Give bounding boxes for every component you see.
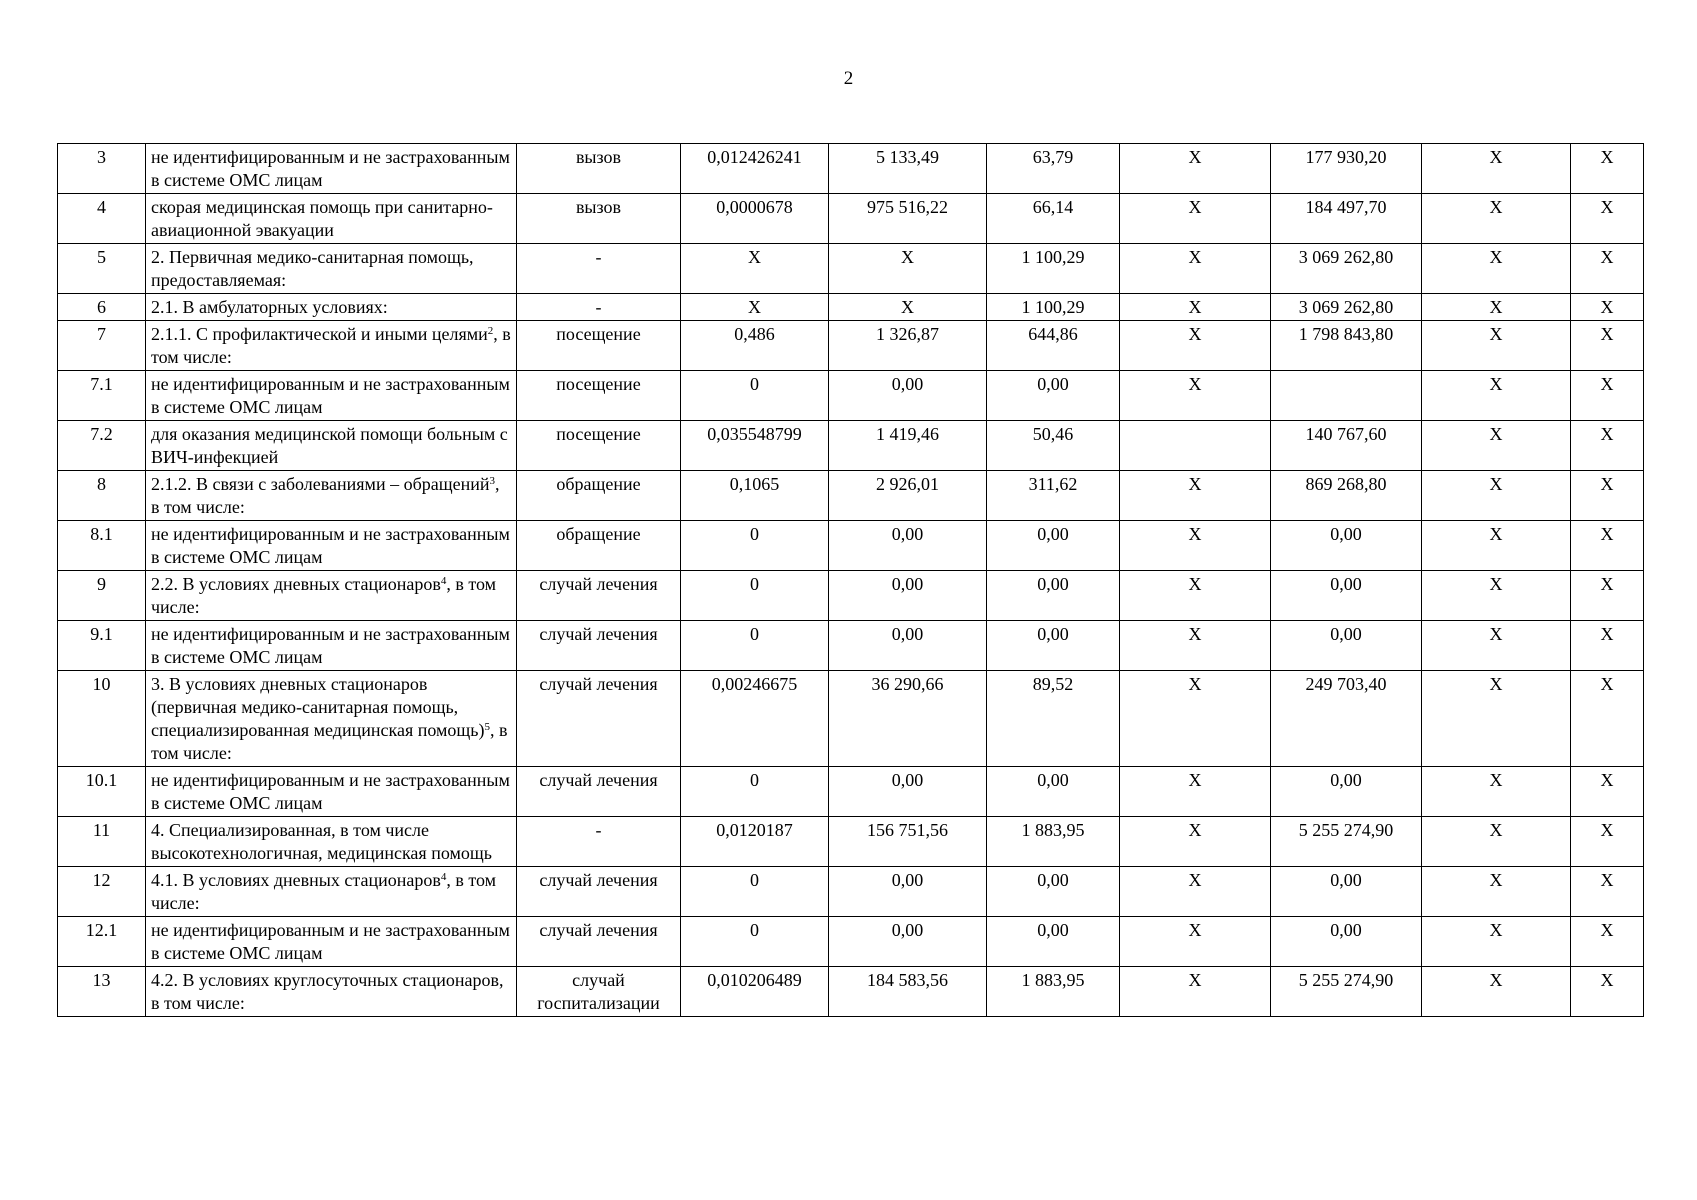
total-oms-cell: Х xyxy=(1422,194,1571,244)
unit-cell: обращение xyxy=(517,521,681,571)
unit-cell: случай лечения xyxy=(517,767,681,817)
description-cell xyxy=(146,194,517,244)
total-oms-cell: Х xyxy=(1422,671,1571,767)
table-row xyxy=(58,621,1644,671)
per-capita-oms-cell: Х xyxy=(1120,817,1271,867)
per-capita-oms-cell: Х xyxy=(1120,294,1271,321)
per-capita-oms-cell: Х xyxy=(1120,767,1271,817)
per-capita-oms-cell: Х xyxy=(1120,371,1271,421)
table-row xyxy=(58,521,1644,571)
table-row xyxy=(58,471,1644,521)
volume-norm-cell: 0,010206489 xyxy=(681,967,829,1017)
description-text: 2. Первичная медико-санитарная помощь, предоставляемая: xyxy=(151,247,474,290)
total-budget-cell: 0,00 xyxy=(1271,621,1422,671)
unit-cell: - xyxy=(517,244,681,294)
percent-cell: Х xyxy=(1571,244,1644,294)
percent-cell: Х xyxy=(1571,967,1644,1017)
cost-norm-cell: Х xyxy=(829,294,987,321)
table-row xyxy=(58,144,1644,194)
description-text: 4. Специализированная, в том числе высокотехнологичная, медицинская помощь xyxy=(151,820,492,863)
table-row xyxy=(58,817,1644,867)
row-number-cell: 8 xyxy=(58,471,146,521)
description-cell xyxy=(146,371,517,421)
total-budget-cell: 3 069 262,80 xyxy=(1271,244,1422,294)
percent-cell: Х xyxy=(1571,521,1644,571)
total-oms-cell: Х xyxy=(1422,917,1571,967)
per-capita-oms-cell xyxy=(1120,421,1271,471)
cost-norm-cell: 0,00 xyxy=(829,521,987,571)
per-capita-budget-cell: 1 100,29 xyxy=(987,294,1120,321)
cost-norm-cell: 36 290,66 xyxy=(829,671,987,767)
cost-norm-cell: 1 419,46 xyxy=(829,421,987,471)
unit-cell: случай лечения xyxy=(517,571,681,621)
per-capita-budget-cell: 89,52 xyxy=(987,671,1120,767)
unit-cell: вызов xyxy=(517,194,681,244)
description-text: 2.1. В амбулаторных условиях: xyxy=(151,297,388,317)
table-row xyxy=(58,244,1644,294)
total-budget-cell: 0,00 xyxy=(1271,521,1422,571)
row-number-cell: 11 xyxy=(58,817,146,867)
table-row xyxy=(58,867,1644,917)
unit-cell: случай лечения xyxy=(517,621,681,671)
description-text: не идентифицированным и не застрахованным в системе ОМС лицам xyxy=(151,920,510,963)
description-cell xyxy=(146,471,517,521)
per-capita-oms-cell: Х xyxy=(1120,144,1271,194)
footnote-marker: 2 xyxy=(487,325,494,337)
description-text: 2.1.1. С профилактической и иными целями xyxy=(151,324,488,344)
percent-cell: Х xyxy=(1571,471,1644,521)
volume-norm-cell: 0,1065 xyxy=(681,471,829,521)
description-suffix: , в том числе: xyxy=(151,474,500,517)
cost-norm-cell: Х xyxy=(829,244,987,294)
row-number-cell: 10.1 xyxy=(58,767,146,817)
unit-cell: посещение xyxy=(517,421,681,471)
unit-cell: случай лечения xyxy=(517,671,681,767)
row-number-cell: 5 xyxy=(58,244,146,294)
total-budget-cell: 184 497,70 xyxy=(1271,194,1422,244)
row-number-cell: 10 xyxy=(58,671,146,767)
volume-norm-cell: 0 xyxy=(681,521,829,571)
row-number-cell: 12 xyxy=(58,867,146,917)
per-capita-oms-cell: Х xyxy=(1120,867,1271,917)
table-row xyxy=(58,967,1644,1017)
per-capita-budget-cell: 311,62 xyxy=(987,471,1120,521)
description-text: не идентифицированным и не застрахованным в системе ОМС лицам xyxy=(151,147,510,190)
total-oms-cell: Х xyxy=(1422,867,1571,917)
footnote-marker: 4 xyxy=(440,871,447,883)
table-row xyxy=(58,671,1644,767)
unit-cell: посещение xyxy=(517,371,681,421)
unit-cell: случай лечения xyxy=(517,917,681,967)
percent-cell: Х xyxy=(1571,621,1644,671)
cost-norm-cell: 1 326,87 xyxy=(829,321,987,371)
per-capita-budget-cell: 1 883,95 xyxy=(987,817,1120,867)
total-oms-cell: Х xyxy=(1422,421,1571,471)
total-budget-cell: 0,00 xyxy=(1271,917,1422,967)
total-budget-cell: 249 703,40 xyxy=(1271,671,1422,767)
cost-norm-cell: 0,00 xyxy=(829,621,987,671)
volume-norm-cell: 0,012426241 xyxy=(681,144,829,194)
total-oms-cell: Х xyxy=(1422,621,1571,671)
total-budget-cell: 5 255 274,90 xyxy=(1271,967,1422,1017)
row-number-cell: 4 xyxy=(58,194,146,244)
per-capita-oms-cell: Х xyxy=(1120,471,1271,521)
description-cell xyxy=(146,421,517,471)
row-number-cell: 7.2 xyxy=(58,421,146,471)
per-capita-oms-cell: Х xyxy=(1120,671,1271,767)
per-capita-budget-cell: 1 883,95 xyxy=(987,967,1120,1017)
total-oms-cell: Х xyxy=(1422,321,1571,371)
volume-norm-cell: 0,00246675 xyxy=(681,671,829,767)
per-capita-budget-cell: 50,46 xyxy=(987,421,1120,471)
total-oms-cell: Х xyxy=(1422,244,1571,294)
total-oms-cell: Х xyxy=(1422,571,1571,621)
cost-norm-cell: 0,00 xyxy=(829,371,987,421)
description-text: 4.2. В условиях круглосуточных стационаров, в том числе: xyxy=(151,970,504,1013)
unit-cell: - xyxy=(517,294,681,321)
description-cell xyxy=(146,294,517,321)
row-number-cell: 6 xyxy=(58,294,146,321)
volume-norm-cell: 0 xyxy=(681,371,829,421)
table-row xyxy=(58,767,1644,817)
row-number-cell: 7 xyxy=(58,321,146,371)
table-row xyxy=(58,321,1644,371)
per-capita-budget-cell: 66,14 xyxy=(987,194,1120,244)
total-oms-cell: Х xyxy=(1422,144,1571,194)
total-budget-cell: 0,00 xyxy=(1271,767,1422,817)
description-text: не идентифицированным и не застрахованным в системе ОМС лицам xyxy=(151,524,510,567)
percent-cell: Х xyxy=(1571,817,1644,867)
row-number-cell: 3 xyxy=(58,144,146,194)
row-number-cell: 9.1 xyxy=(58,621,146,671)
percent-cell: Х xyxy=(1571,571,1644,621)
description-cell xyxy=(146,144,517,194)
percent-cell: Х xyxy=(1571,671,1644,767)
per-capita-oms-cell: Х xyxy=(1120,244,1271,294)
total-budget-cell: 869 268,80 xyxy=(1271,471,1422,521)
per-capita-budget-cell: 644,86 xyxy=(987,321,1120,371)
volume-norm-cell: 0 xyxy=(681,917,829,967)
total-budget-cell: 0,00 xyxy=(1271,571,1422,621)
description-suffix: , в том числе: xyxy=(151,720,508,763)
unit-cell: вызов xyxy=(517,144,681,194)
description-text: для оказания медицинской помощи больным с ВИЧ-инфекцией xyxy=(151,424,508,467)
total-oms-cell: Х xyxy=(1422,967,1571,1017)
medical-care-table xyxy=(57,143,1644,1017)
volume-norm-cell: 0 xyxy=(681,867,829,917)
description-cell xyxy=(146,767,517,817)
per-capita-oms-cell: Х xyxy=(1120,321,1271,371)
description-cell xyxy=(146,521,517,571)
total-budget-cell: 177 930,20 xyxy=(1271,144,1422,194)
percent-cell: Х xyxy=(1571,767,1644,817)
total-oms-cell: Х xyxy=(1422,371,1571,421)
volume-norm-cell: Х xyxy=(681,294,829,321)
total-budget-cell: 140 767,60 xyxy=(1271,421,1422,471)
percent-cell: Х xyxy=(1571,144,1644,194)
description-cell xyxy=(146,671,517,767)
description-cell xyxy=(146,817,517,867)
per-capita-oms-cell: Х xyxy=(1120,917,1271,967)
footnote-marker: 4 xyxy=(440,575,447,587)
per-capita-oms-cell: Х xyxy=(1120,967,1271,1017)
percent-cell: Х xyxy=(1571,194,1644,244)
per-capita-oms-cell: Х xyxy=(1120,194,1271,244)
per-capita-budget-cell: 0,00 xyxy=(987,917,1120,967)
per-capita-budget-cell: 0,00 xyxy=(987,621,1120,671)
unit-cell: - xyxy=(517,817,681,867)
total-budget-cell: 3 069 262,80 xyxy=(1271,294,1422,321)
unit-cell: случай лечения xyxy=(517,867,681,917)
percent-cell: Х xyxy=(1571,371,1644,421)
volume-norm-cell: 0 xyxy=(681,767,829,817)
page-number: 2 xyxy=(843,68,854,89)
cost-norm-cell: 0,00 xyxy=(829,767,987,817)
description-text: не идентифицированным и не застрахованным в системе ОМС лицам xyxy=(151,624,510,667)
description-text: 2.1.2. В связи с заболеваниями – обращений xyxy=(151,474,490,494)
description-text: 4.1. В условиях дневных стационаров xyxy=(151,870,441,890)
row-number-cell: 12.1 xyxy=(58,917,146,967)
volume-norm-cell: 0,035548799 xyxy=(681,421,829,471)
description-cell xyxy=(146,917,517,967)
table-row xyxy=(58,294,1644,321)
per-capita-budget-cell: 0,00 xyxy=(987,767,1120,817)
cost-norm-cell: 156 751,56 xyxy=(829,817,987,867)
per-capita-budget-cell: 0,00 xyxy=(987,571,1120,621)
volume-norm-cell: Х xyxy=(681,244,829,294)
unit-cell: случай госпитализации xyxy=(517,967,681,1017)
total-oms-cell: Х xyxy=(1422,521,1571,571)
volume-norm-cell: 0,486 xyxy=(681,321,829,371)
description-text: скорая медицинская помощь при санитарно-авиационной эвакуации xyxy=(151,197,493,240)
description-text: 2.2. В условиях дневных стационаров xyxy=(151,574,441,594)
description-cell xyxy=(146,571,517,621)
total-budget-cell xyxy=(1271,371,1422,421)
total-oms-cell: Х xyxy=(1422,471,1571,521)
description-suffix: , в том числе: xyxy=(151,574,497,617)
volume-norm-cell: 0 xyxy=(681,571,829,621)
description-suffix: , в том числе: xyxy=(151,324,511,367)
cost-norm-cell: 0,00 xyxy=(829,571,987,621)
unit-cell: обращение xyxy=(517,471,681,521)
row-number-cell: 7.1 xyxy=(58,371,146,421)
description-cell xyxy=(146,321,517,371)
total-budget-cell: 1 798 843,80 xyxy=(1271,321,1422,371)
table-row xyxy=(58,194,1644,244)
per-capita-oms-cell: Х xyxy=(1120,571,1271,621)
total-oms-cell: Х xyxy=(1422,767,1571,817)
row-number-cell: 8.1 xyxy=(58,521,146,571)
per-capita-budget-cell: 63,79 xyxy=(987,144,1120,194)
per-capita-budget-cell: 0,00 xyxy=(987,371,1120,421)
volume-norm-cell: 0 xyxy=(681,621,829,671)
percent-cell: Х xyxy=(1571,321,1644,371)
volume-norm-cell: 0,0000678 xyxy=(681,194,829,244)
total-budget-cell: 5 255 274,90 xyxy=(1271,817,1422,867)
description-cell xyxy=(146,621,517,671)
cost-norm-cell: 975 516,22 xyxy=(829,194,987,244)
description-cell xyxy=(146,244,517,294)
table-row xyxy=(58,421,1644,471)
percent-cell: Х xyxy=(1571,421,1644,471)
row-number-cell: 9 xyxy=(58,571,146,621)
description-text: не идентифицированным и не застрахованным в системе ОМС лицам xyxy=(151,374,510,417)
table-row xyxy=(58,917,1644,967)
description-suffix: , в том числе: xyxy=(151,870,497,913)
cost-norm-cell: 5 133,49 xyxy=(829,144,987,194)
table-body xyxy=(58,144,1644,1017)
table-row xyxy=(58,571,1644,621)
cost-norm-cell: 0,00 xyxy=(829,917,987,967)
per-capita-budget-cell: 0,00 xyxy=(987,867,1120,917)
per-capita-oms-cell: Х xyxy=(1120,621,1271,671)
footnote-marker: 3 xyxy=(489,475,495,487)
table-row xyxy=(58,371,1644,421)
description-cell xyxy=(146,967,517,1017)
percent-cell: Х xyxy=(1571,867,1644,917)
footnote-marker: 5 xyxy=(484,721,490,733)
cost-norm-cell: 2 926,01 xyxy=(829,471,987,521)
unit-cell: посещение xyxy=(517,321,681,371)
description-text: 3. В условиях дневных стационаров (первичная медико-санитарная помощь, специализированная медицинская помощь) xyxy=(151,674,485,740)
percent-cell: Х xyxy=(1571,294,1644,321)
per-capita-budget-cell: 1 100,29 xyxy=(987,244,1120,294)
description-cell xyxy=(146,867,517,917)
cost-norm-cell: 0,00 xyxy=(829,867,987,917)
total-budget-cell: 0,00 xyxy=(1271,867,1422,917)
per-capita-budget-cell: 0,00 xyxy=(987,521,1120,571)
per-capita-oms-cell: Х xyxy=(1120,521,1271,571)
description-text: не идентифицированным и не застрахованным в системе ОМС лицам xyxy=(151,770,510,813)
percent-cell: Х xyxy=(1571,917,1644,967)
total-oms-cell: Х xyxy=(1422,817,1571,867)
total-oms-cell: Х xyxy=(1422,294,1571,321)
volume-norm-cell: 0,0120187 xyxy=(681,817,829,867)
cost-norm-cell: 184 583,56 xyxy=(829,967,987,1017)
row-number-cell: 13 xyxy=(58,967,146,1017)
